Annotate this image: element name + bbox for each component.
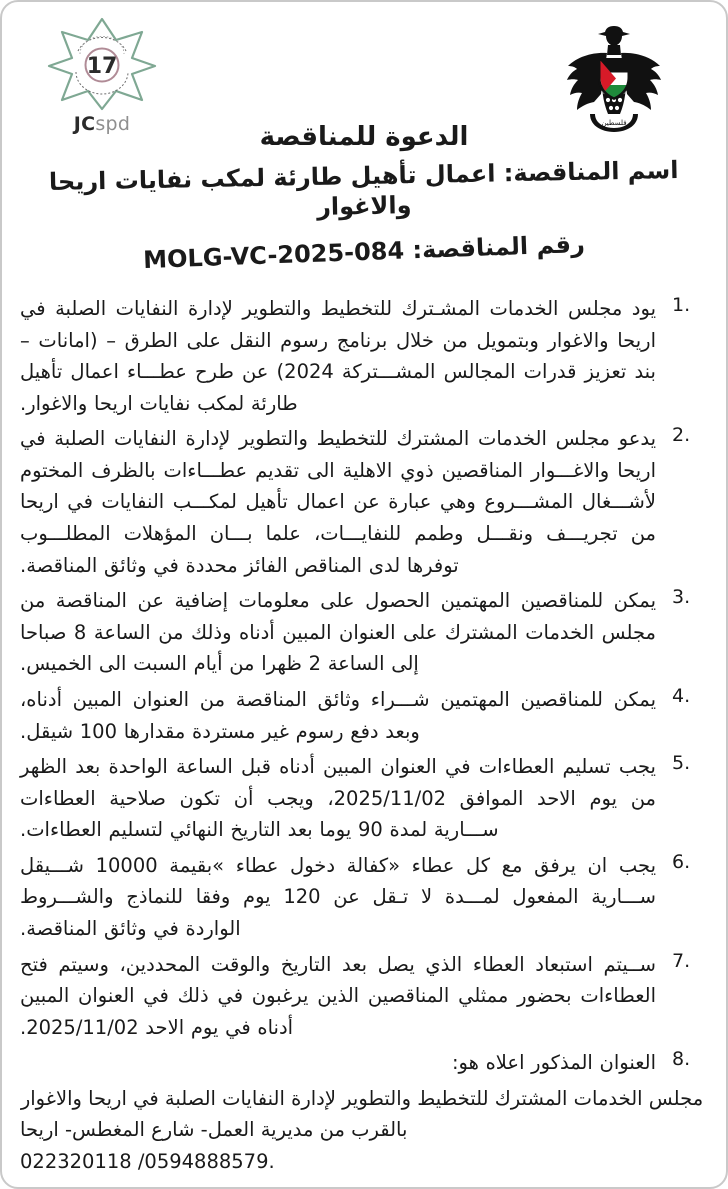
title-group (2, 2, 726, 152)
clause-item (20, 850, 706, 945)
clause-text: يدعو مجلس الخدمات المشترك للتخطيط والتطوير لإدارة النفايات الصلبة في اريحا والاغـــوار المناقصين ذوي الاهلية الى تقديم عطـــاءات بالظرف المختوم لأشـــغال المشـــروع وهي عبارة عن اعمال تأهيل لمكـــب النفايات في اريحا من تجريـــف ونقـــل وطمم للنفايـــات، علما بـــان المؤهلات المطلـــوب توفرها لدى المناقص الفائز محددة في وثائق المناقصة. (20, 427, 656, 577)
tender-number-code: MOLG-VC-2025-084 (142, 236, 405, 275)
jcspd-acronym-light: spd (95, 113, 131, 135)
svg-text:فلسطين: فلسطين (601, 119, 627, 127)
clause-text: يمكن للمناقصين المهتمين شـــراء وثائق المناقصة من العنوان المبين أدناه، وبعد دفع رسوم غير مستردة مقدارها 100 شيقل. (20, 687, 656, 743)
page-title: الدعوة للمناقصة (259, 122, 469, 152)
jcspd-acronym-bold: JC (73, 113, 96, 135)
svg-text:17: 17 (86, 54, 118, 79)
clause-number: 2. (672, 424, 691, 447)
clause-number: 6. (672, 850, 691, 873)
address-street: بالقرب من مديرية العمل- شارع المغطس- اريحا (20, 1118, 408, 1142)
clause-number: 1. (672, 294, 691, 316)
tender-number (18, 224, 711, 279)
tender-name: اسم المناقصة: اعمال تأهيل طارئة لمكب نفايات اريحا والاغوار (48, 155, 679, 221)
clause-item (20, 423, 706, 581)
clause-text: يجب ان يرفق مع كل عطاء «كفالة دخول عطاء »بقيمة 10000 شـــيقل ســـارية المفعول لمـــدة لا تـقل عن 120 يوم وفقا للنماذج والشـــروط الواردة في وثائق المناقصة. (20, 853, 657, 940)
subtitle-group (2, 155, 726, 275)
clause-item (20, 1047, 706, 1079)
clause-number: 7. (672, 949, 691, 972)
clause-text: ســيتم استبعاد العطاء الذي يصل بعد التاريخ والوقت المحددين، وسيتم فتح العطاءات بحضور ممثلي المناقصين الذين يرغبون في ذلك في العنوان المبين أدناه في يوم الاحد 2025/11/02. (20, 952, 656, 1039)
address-phone (20, 1146, 704, 1178)
clause-number: 4. (672, 684, 691, 707)
clause-text: يجب تسليم العطاءات في العنوان المبين أدناه قبل الساعة الواحدة بعد الظهر من يوم الاحد الموافق 2025/11/02، ويجب أن تكون صلاحية العطاءات ســـارية لمدة 90 يوما بعد التاريخ النهائي لتسليم العطاءات. (20, 755, 656, 842)
phone-numbers: 022320118 /0594888579. (20, 1150, 275, 1174)
clause-item (20, 751, 706, 846)
clause-item (20, 293, 706, 419)
tender-number-label: رقم المناقصة: (411, 229, 586, 265)
address-organization: مجلس الخدمات المشترك للتخطيط والتطوير لإدارة النفايات الصلبة في اريحا والاغوار (20, 1086, 704, 1110)
clause-item (20, 949, 706, 1044)
clause-number: 5. (672, 752, 691, 775)
clause-list (20, 293, 706, 1079)
clause-number: 3. (672, 586, 691, 609)
document-header (2, 2, 726, 152)
address-block (20, 1083, 704, 1178)
clause-number: 8. (672, 1048, 691, 1071)
clause-text: العنوان المذكور اعلاه هو: (451, 1051, 656, 1075)
clause-item (20, 684, 706, 747)
clause-item (20, 585, 706, 680)
clause-text: يمكن للمناقصين المهتمين الحصول على معلومات إضافية عن المناقصة من مجلس الخدمات المشترك على العنوان المبين أدناه وذلك من الساعة 8 صباحا إلى الساعة 2 ظهرا من أيام السبت الى الخميس. (20, 589, 657, 676)
clause-text: يود مجلس الخدمات المشـترك للتخطيط والتطوير لإدارة النفايات الصلبة في اريحا والاغوار وبتمويل من خلال برنامج رسوم النقل على الطرق – (امانات – بند تعزيز قدرات المجالس المشـــتركة 2024) عن طرح عطـــاء اعمال تأهيل طارئة لمكب نفايات اريحا والاغوار. (20, 297, 656, 415)
